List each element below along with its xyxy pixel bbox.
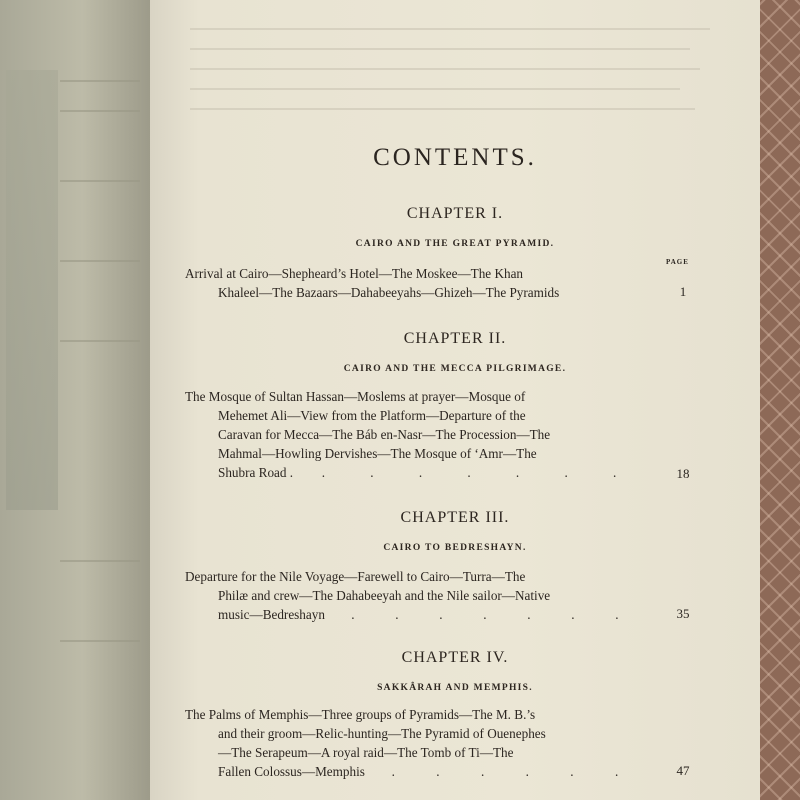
summary-line-leader <box>185 463 645 482</box>
summary-line: music—Bedreshayn <box>218 607 325 622</box>
dot-leader: . . . . . . . <box>351 607 619 622</box>
bleed-through-line <box>190 88 680 90</box>
chapter-heading: CHAPTER I. <box>406 205 504 222</box>
bleed-through-line <box>190 108 695 110</box>
summary-line: Departure for the Nile Voyage—Farewell to Cairo—Turra—The <box>185 569 526 584</box>
left-page-bleed-line <box>60 180 140 182</box>
summary-line: Mehemet Ali—View from the Platform—Departure of the <box>218 408 526 423</box>
chapter-heading: CHAPTER II. <box>403 330 507 347</box>
chapter-subtitle: CAIRO AND THE GREAT PYRAMID. <box>355 239 555 249</box>
summary-line: Fallen Colossus—Memphis <box>218 764 365 779</box>
summary-line-leader <box>185 605 645 624</box>
summary-line: Khaleel—The Bazaars—Dahabeeyahs—Ghizeh—The Pyramids <box>218 285 560 300</box>
summary-line: The Mosque of Sultan Hassan—Moslems at prayer—Mosque of <box>185 389 526 404</box>
left-page-bleed-line <box>60 340 140 342</box>
bleed-through-line <box>190 48 690 50</box>
left-page-bleed-line <box>60 260 140 262</box>
chapter-heading: CHAPTER III. <box>400 509 510 526</box>
chapter-subtitle: CAIRO TO BEDRESHAYN. <box>383 543 527 553</box>
left-page-bleed-line <box>60 80 140 82</box>
dot-leader: . . . . . . . <box>321 465 617 480</box>
summary-line: Philæ and crew—The Dahabeeyah and the Nile sailor—Native <box>218 588 551 603</box>
chapter-summary <box>185 567 645 624</box>
chapter-subtitle: SAKKÂRAH AND MEMPHIS. <box>377 683 533 693</box>
page-title: CONTENTS. <box>373 144 537 171</box>
page-number: 1 <box>679 284 687 299</box>
bleed-through-line <box>190 68 700 70</box>
left-facing-page <box>0 0 150 800</box>
bleed-through-line <box>190 28 710 30</box>
quilt-background <box>760 0 800 800</box>
summary-line: Caravan for Mecca—The Báb en-Nasr—The Procession—The <box>218 427 551 442</box>
chapter-heading: CHAPTER IV. <box>401 649 509 666</box>
contents-page <box>150 0 760 800</box>
summary-line: Arrival at Cairo—Shepheard’s Hotel—The Moskee—The Khan <box>185 266 524 281</box>
left-page-bleed-line <box>60 560 140 562</box>
summary-line: The Palms of Memphis—Three groups of Pyramids—The M. B.’s <box>185 707 536 722</box>
chapter-summary <box>185 705 645 781</box>
left-page-bleed-line <box>60 640 140 642</box>
chapter-summary <box>185 387 645 482</box>
page-column-label: PAGE <box>666 258 689 266</box>
summary-line: Shubra Road . <box>218 465 294 480</box>
page-number: 47 <box>676 763 690 778</box>
summary-line: and their groom—Relic-hunting—The Pyramid of Ouenephes <box>218 726 546 741</box>
page-number: 18 <box>676 466 690 481</box>
chapter-subtitle: CAIRO AND THE MECCA PILGRIMAGE. <box>343 364 567 374</box>
left-page-plate <box>6 70 58 510</box>
summary-line-leader <box>185 762 645 781</box>
left-page-bleed-line <box>60 110 140 112</box>
summary-line: Mahmal—Howling Dervishes—The Mosque of ‘Amr—The <box>218 446 537 461</box>
page-number: 35 <box>676 606 690 621</box>
summary-line: —The Serapeum—A royal raid—The Tomb of Ti—The <box>218 745 514 760</box>
chapter-summary <box>185 264 645 302</box>
dot-leader: . . . . . . <box>391 764 619 779</box>
